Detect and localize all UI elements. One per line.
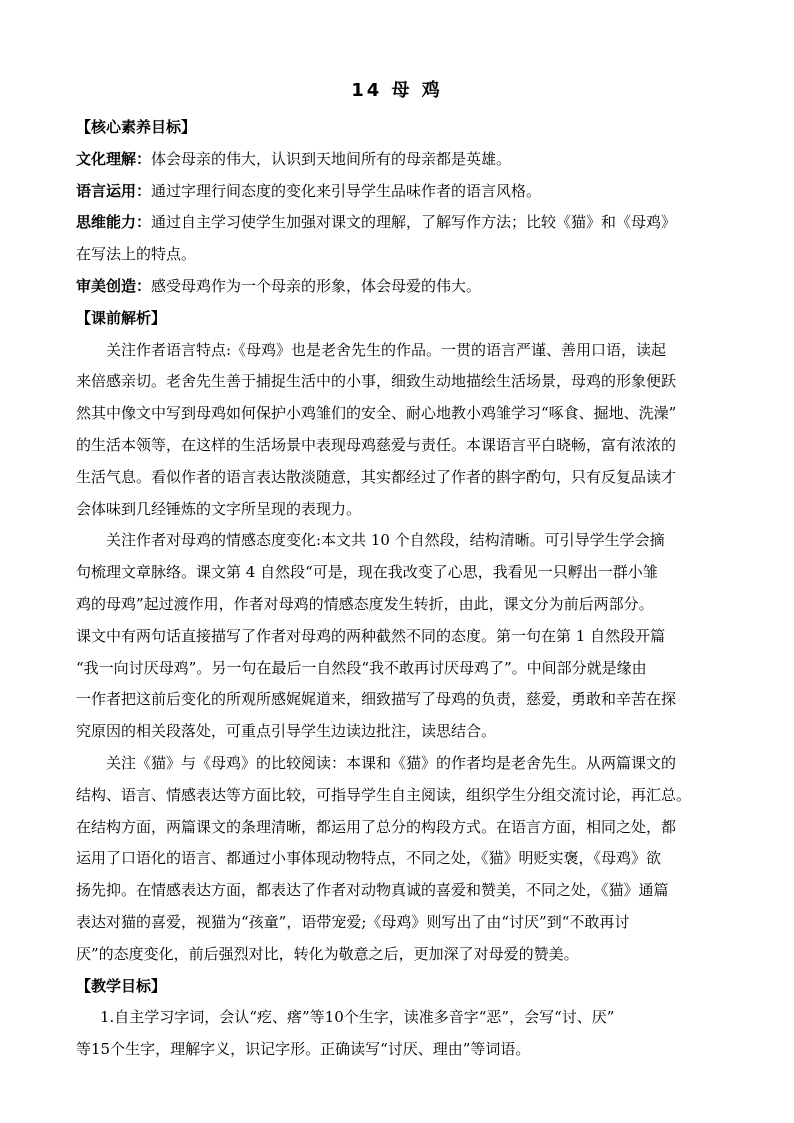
section-heading-pre-analysis: 【课前解析】 bbox=[76, 308, 167, 327]
goal-aesthetic bbox=[76, 271, 726, 303]
teaching-goal-line: 1.自主学习字词，会认“疙、瘩”等10个生字，读准多音字“恶”，会写“讨、厌” bbox=[100, 1008, 615, 1027]
paragraph-line: 句梳理文章脉络。课文第 4 自然段“可是，现在我改变了心思，我看见一只孵出一群小雏 bbox=[76, 563, 658, 582]
goal-label: 审美创造： bbox=[76, 276, 152, 295]
paragraph-line: 在结构方面，两篇课文的条理清晰，都运用了总分的构段方式。在语言方面，相同之处，都 bbox=[76, 817, 677, 836]
paragraph-line: 结构、语言、情感表达等方面比较，可指导学生自主阅读，组织学生分组交流讨论，再汇总。 bbox=[76, 785, 692, 804]
paragraph-line: 会体味到几经锤炼的文字所呈现的表现力。 bbox=[76, 499, 362, 518]
goal-text: 体会母亲的伟大，认识到天地间所有的母亲都是英雄。 bbox=[151, 149, 512, 168]
paragraph-line: 运用了口语化的语言、都通过小事体现动物特点，不同之处，《猫》明贬实褒，《母鸡》欲 bbox=[76, 849, 662, 868]
paragraph-line: 表达对猫的喜爱，视猫为“孩童”，语带宠爱;《母鸡》则写出了由“讨厌”到“不敢再讨 bbox=[76, 912, 630, 931]
paragraph-line: 厌”的态度变化，前后强烈对比，转化为敬意之后，更加深了对母爱的赞美。 bbox=[76, 944, 579, 963]
goal-text: 通过自主学习使学生加强对课文的理解，了解写作方法；比较《猫》和《母鸡》 bbox=[151, 213, 677, 232]
paragraph-line: 关注《猫》与《母鸡》的比较阅读：本课和《猫》的作者均是老舍先生。从两篇课文的 bbox=[106, 753, 677, 772]
paragraph-line: 鸡的母鸡”起过渡作用，作者对母鸡的情感态度发生转折，由此，课文分为前后两部分。 bbox=[76, 594, 654, 613]
paragraph-line: “我一向讨厌母鸡”。另一句在最后一自然段“我不敢再讨厌母鸡了”。中间部分就是缘由 bbox=[76, 658, 647, 677]
paragraph-line: 关注作者语言特点:《母鸡》也是老舍先生的作品。一贯的语言严谨、善用口语，读起 bbox=[106, 340, 667, 359]
goal-thinking bbox=[76, 207, 726, 239]
paragraph-line: 的生活本领等，在这样的生活场景中表现母鸡慈爱与责任。本课语言平白晓畅，富有浓浓的 bbox=[76, 435, 677, 454]
paragraph-line: 扬先抑。在情感表达方面，都表达了作者对动物真诚的喜爱和赞美，不同之处，《猫》通篇 bbox=[76, 881, 669, 900]
goal-thinking-cont: 在写法上的特点。 bbox=[76, 245, 197, 264]
goal-text: 通过字理行间态度的变化来引导学生品味作者的语言风格。 bbox=[151, 181, 542, 200]
paragraph-line: 来倍感亲切。老舍先生善于捕捉生活中的小事，细致生动地描绘生活场景，母鸡的形象便跃 bbox=[76, 372, 677, 391]
section-heading-core-goals: 【核心素养目标】 bbox=[76, 118, 197, 136]
goal-language bbox=[76, 176, 726, 208]
section-heading-teaching-goals: 【教学目标】 bbox=[76, 976, 167, 995]
page-title: 14 母 鸡 bbox=[351, 80, 443, 101]
paragraph-line: 生活气息。看似作者的语言表达散淡随意，其实都经过了作者的斟字酌句，只有反复品读才 bbox=[76, 467, 677, 486]
paragraph-line: 关注作者对母鸡的情感态度变化:本文共 10 个自然段，结构清晰。可引导学生学会摘 bbox=[106, 531, 665, 550]
paragraph-line: 然其中像文中写到母鸡如何保护小鸡雏们的安全、耐心地教小鸡雏学习“啄食、掘地、洗澡” bbox=[76, 404, 677, 423]
teaching-goal-line: 等15个生字，理解字义，识记字形。正确读写“讨厌、理由”等词语。 bbox=[76, 1040, 531, 1059]
paragraph-line: 课文中有两句话直接描写了作者对母鸡的两种截然不同的态度。第一句在第 1 自然段开篇 bbox=[76, 626, 666, 645]
paragraph-line: 究原因的相关段落处，可重点引导学生边读边批注，读思结合。 bbox=[76, 722, 497, 741]
goal-label: 思维能力： bbox=[76, 213, 152, 232]
goal-text: 感受母鸡作为一个母亲的形象，体会母爱的伟大。 bbox=[151, 276, 482, 295]
paragraph-line: 一作者把这前后变化的所观所感娓娓道来，细致描写了母鸡的负责，慈爱，勇敢和辛苦在探 bbox=[76, 690, 677, 709]
goal-label: 文化理解： bbox=[76, 149, 152, 168]
goal-culture bbox=[76, 144, 726, 176]
document-body bbox=[76, 112, 726, 1066]
goal-label: 语言运用： bbox=[76, 181, 152, 200]
